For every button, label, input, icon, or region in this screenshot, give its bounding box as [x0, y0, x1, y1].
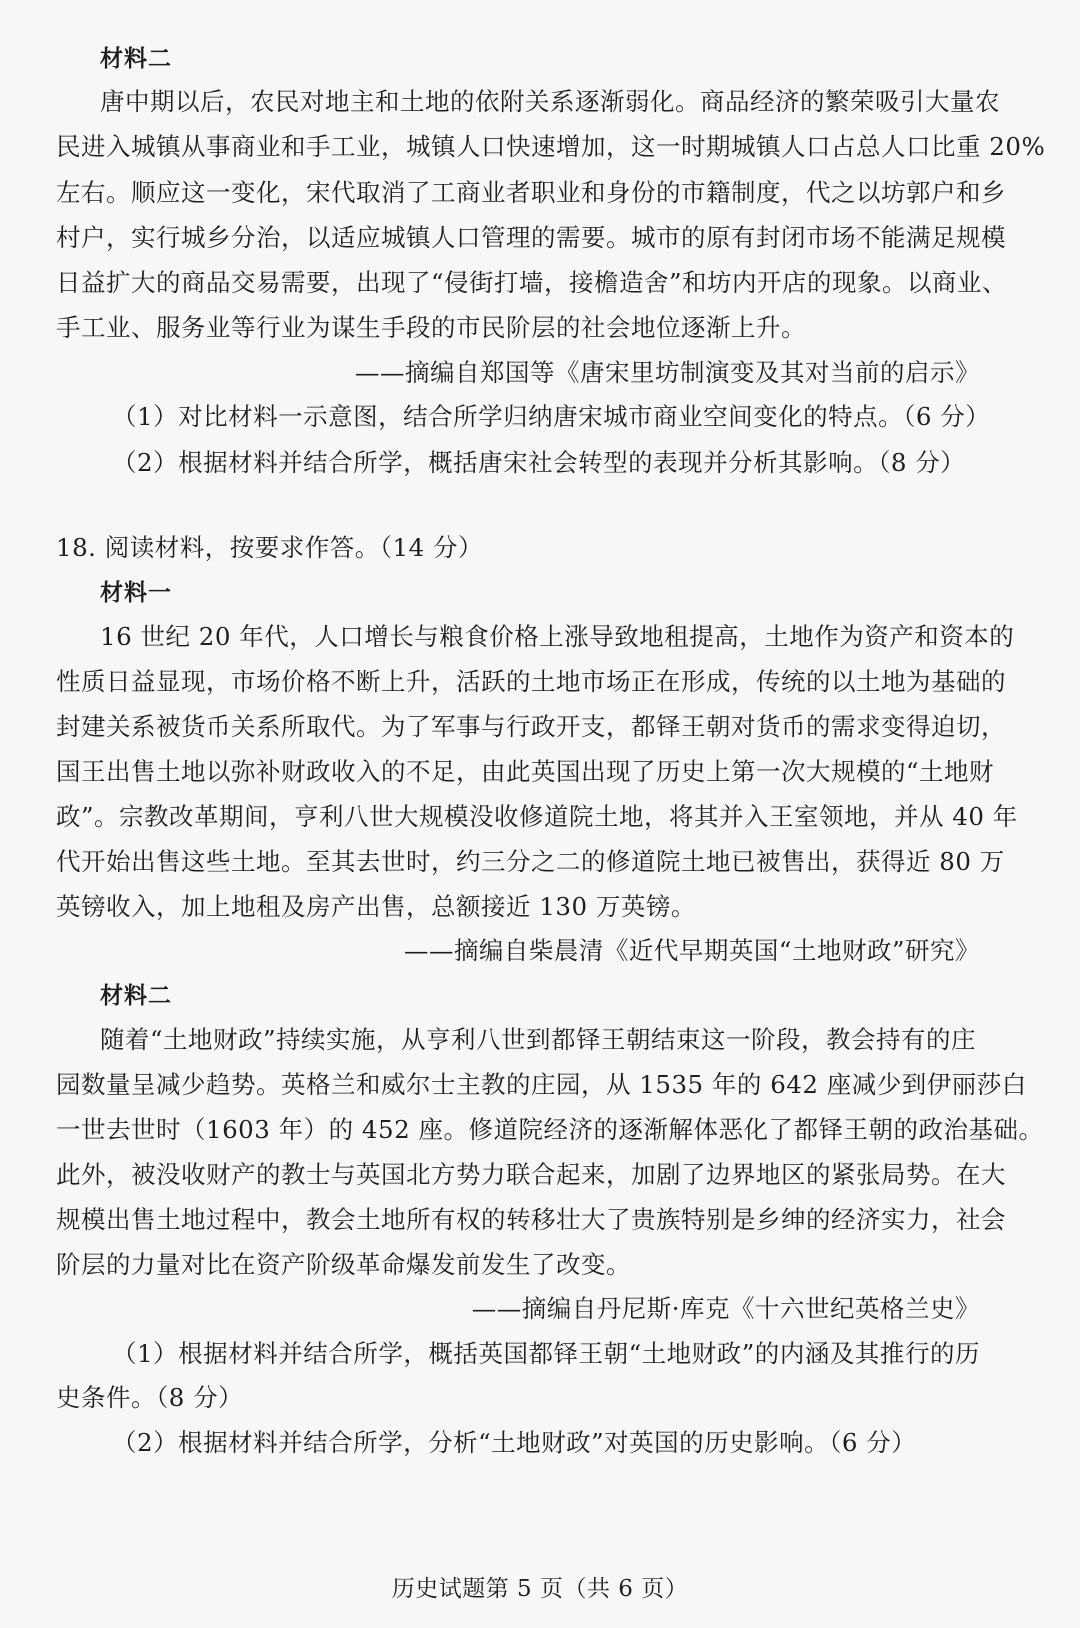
paragraph-line-last: 英镑收入，加上地租及房产出售，总额接近 130 万英镑。 [56, 892, 696, 921]
paragraph-line: 日益扩大的商品交易需要，出现了“侵街打墙，接檐造舍”和坊内开店的现象。以商业、 [56, 268, 1008, 297]
material-label: 材料二 [100, 46, 172, 72]
question-item: （1）根据材料并结合所学，概括英国都铎王朝“土地财政”的内涵及其推行的历 [112, 1339, 980, 1368]
paragraph-line: 国王出售土地以弥补财政收入的不足，由此英国出现了历史上第一次大规模的“土地财 [56, 757, 995, 786]
paragraph-line: 政”。宗教改革期间，亨利八世大规模没收修道院土地，将其并入王室领地，并从 40 年 [56, 802, 1018, 831]
paragraph-line-first: 16 世纪 20 年代，人口增长与粮食价格上涨导致地租提高，土地作为资产和资本的 [100, 622, 1015, 651]
paragraph-line: 封建关系被货币关系所取代。为了军事与行政开支，都铎王朝对货币的需求变得迫切， [56, 712, 1006, 741]
paragraph-line: 此外，被没收财产的教士与英国北方势力联合起来，加剧了边界地区的紧张局势。在大 [56, 1160, 1006, 1189]
paragraph-line: 左右。顺应这一变化，宋代取消了工商业者职业和身份的市籍制度，代之以坊郭户和乡 [56, 178, 1006, 207]
paragraph-line-last: 手工业、服务业等行业为谋生手段的市民阶层的社会地位逐渐上升。 [56, 313, 806, 342]
source-citation: ——摘编自丹尼斯·库克《十六世纪英格兰史》 [471, 1294, 980, 1323]
source-citation: ——摘编自柴晨清《近代早期英国“土地财政”研究》 [403, 936, 980, 965]
paragraph-line: 性质日益显现，市场价格不断上升，活跃的土地市场正在形成，传统的以土地为基础的 [56, 667, 1006, 696]
paragraph-line-last: 阶层的力量对比在资产阶级革命爆发前发生了改变。 [56, 1250, 631, 1279]
question-item: （2）根据材料并结合所学，分析“土地财政”对英国的历史影响。（6 分） [112, 1428, 917, 1457]
paragraph-line: 园数量呈减少趋势。英格兰和威尔士主教的庄园，从 1535 年的 642 座减少到伊丽莎白 [56, 1070, 1027, 1099]
page-footer: 历史试题第 5 页（共 6 页） [391, 1576, 689, 1602]
paragraph-line: 一世去世时（1603 年）的 452 座。修道院经济的逐渐解体恶化了都铎王朝的政治基础。 [56, 1115, 1044, 1144]
question-item: （1）对比材料一示意图，结合所学归纳唐宋城市商业空间变化的特点。（6 分） [112, 402, 991, 431]
question-item-continuation: 史条件。（8 分） [56, 1383, 244, 1412]
paragraph-line: 代开始出售这些土地。至其去世时，约三分之二的修道院土地已被售出，获得近 80 万 [56, 847, 1005, 876]
question-item: （2）根据材料并结合所学，概括唐宋社会转型的表现并分析其影响。（8 分） [112, 448, 966, 477]
source-citation: ——摘编自郑国等《唐宋里坊制演变及其对当前的启示》 [355, 358, 980, 387]
paragraph-line: 规模出售土地过程中，教会土地所有权的转移壮大了贵族特别是乡绅的经济实力，社会 [56, 1205, 1006, 1234]
material-label: 材料二 [100, 983, 172, 1009]
paragraph-line-first: 随着“土地财政”持续实施，从亨利八世到都铎王朝结束这一阶段，教会持有的庄 [100, 1025, 977, 1054]
material-label: 材料一 [100, 580, 172, 606]
paragraph-line: 村户，实行城乡分治，以适应城镇人口管理的需要。城市的原有封闭市场不能满足规模 [56, 223, 1006, 252]
paragraph-line-first: 唐中期以后，农民对地主和土地的依附关系逐渐弱化。商品经济的繁荣吸引大量农 [100, 87, 1000, 116]
paragraph-line: 民进入城镇从事商业和手工业，城镇人口快速增加，这一时期城镇人口占总人口比重 20% [56, 132, 1046, 161]
question-heading: 18. 阅读材料，按要求作答。（14 分） [56, 533, 483, 562]
